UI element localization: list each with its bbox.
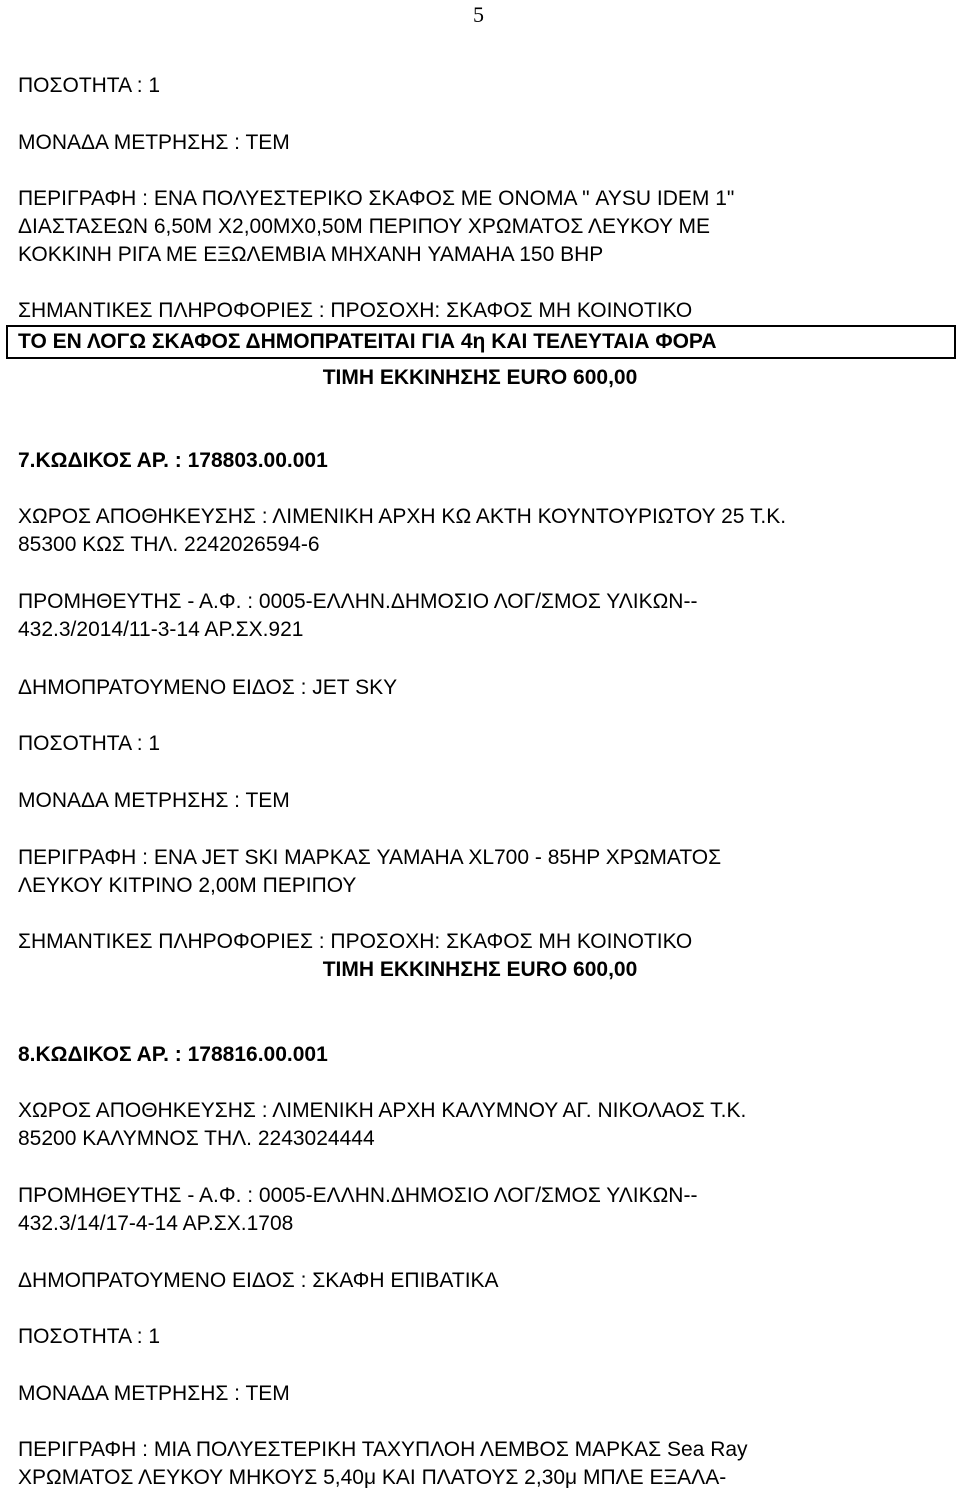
unit-line: ΜΟΝΑΔΑ ΜΕΤΡΗΣΗΣ : ΤΕΜ (18, 1382, 290, 1405)
description-line: ΠΕΡΙΓΡΑΦΗ : ΕΝΑ JET SKI ΜΑΡΚΑΣ YAMAHA XL700 - 85HP ΧΡΩΜΑΤΟΣ (18, 846, 722, 869)
supplier-line: ΠΡΟΜΗΘΕΥΤΗΣ - Α.Φ. : 0005-ΕΛΛΗΝ.ΔΗΜΟΣΙΟ ΛΟΓ/ΣΜΟΣ ΥΛΙΚΩΝ-- (18, 590, 698, 613)
description-line: ΠΕΡΙΓΡΑΦΗ : ΕΝΑ ΠΟΛΥΕΣΤΕΡΙΚΟ ΣΚΑΦΟΣ ΜΕ ΟΝΟΜΑ " AYSU IDEM 1" (18, 187, 735, 210)
important-info-line: ΣΗΜΑΝΤΙΚΕΣ ΠΛΗΡΟΦΟΡΙΕΣ : ΠΡΟΣΟΧΗ: ΣΚΑΦΟΣ ΜΗ ΚΟΙΝΟΤΙΚΟ (18, 299, 693, 322)
description-line: ΧΡΩΜΑΤΟΣ ΛΕΥΚΟΥ ΜΗΚΟΥΣ 5,40μ ΚΑΙ ΠΛΑΤΟΥΣ 2,30μ ΜΠΛΕ ΕΞΑΛΑ- (18, 1466, 727, 1489)
item-type-line: ΔΗΜΟΠΡΑΤΟΥΜΕΝΟ ΕΙΔΟΣ : JET SKY (18, 676, 398, 699)
unit-line: ΜΟΝΑΔΑ ΜΕΤΡΗΣΗΣ : ΤΕΜ (18, 131, 290, 154)
item-code: 8.ΚΩΔΙΚΟΣ ΑΡ. : 178816.00.001 (18, 1043, 328, 1066)
supplier-line: 432.3/2014/11-3-14 ΑΡ.ΣΧ.921 (18, 618, 304, 641)
storage-line: 85200 ΚΑΛΥΜΝΟΣ ΤΗΛ. 2243024444 (18, 1127, 375, 1150)
storage-line: 85300 ΚΩΣ ΤΗΛ. 2242026594-6 (18, 533, 320, 556)
starting-price: ΤΙΜΗ ΕΚΚΙΝΗΣΗΣ EURO 600,00 (322, 366, 638, 389)
storage-line: ΧΩΡΟΣ ΑΠΟΘΗΚΕΥΣΗΣ : ΛΙΜΕΝΙΚΗ ΑΡΧΗ ΚΩ ΑΚΤΗ ΚΟΥΝΤΟΥΡΙΩΤΟΥ 25 Τ.Κ. (18, 505, 787, 528)
item-code: 7.ΚΩΔΙΚΟΣ ΑΡ. : 178803.00.001 (18, 449, 328, 472)
unit-line: ΜΟΝΑΔΑ ΜΕΤΡΗΣΗΣ : ΤΕΜ (18, 789, 290, 812)
starting-price: ΤΙΜΗ ΕΚΚΙΝΗΣΗΣ EURO 600,00 (322, 958, 638, 981)
item-type-line: ΔΗΜΟΠΡΑΤΟΥΜΕΝΟ ΕΙΔΟΣ : ΣΚΑΦΗ ΕΠΙΒΑΤΙΚΑ (18, 1269, 499, 1292)
auction-notice: ΤΟ ΕΝ ΛΟΓΩ ΣΚΑΦΟΣ ΔΗΜΟΠΡΑΤΕΙΤΑΙ ΓΙΑ 4η ΚΑΙ ΤΕΛΕΥΤΑΙΑ ΦΟΡΑ (18, 330, 717, 353)
description-line: ΛΕΥΚΟΥ ΚΙΤΡΙΝΟ 2,00Μ ΠΕΡΙΠΟΥ (18, 874, 357, 897)
quantity-line: ΠΟΣΟΤΗΤΑ : 1 (18, 732, 161, 755)
supplier-line: 432.3/14/17-4-14 ΑΡ.ΣΧ.1708 (18, 1212, 294, 1235)
description-line: ΔΙΑΣΤΑΣΕΩΝ 6,50Μ Χ2,00ΜΧ0,50Μ ΠΕΡΙΠΟΥ ΧΡΩΜΑΤΟΣ ΛΕΥΚΟΥ ΜΕ (18, 215, 711, 238)
quantity-line: ΠΟΣΟΤΗΤΑ : 1 (18, 74, 161, 97)
page-number: 5 (473, 2, 484, 27)
important-info-line: ΣΗΜΑΝΤΙΚΕΣ ΠΛΗΡΟΦΟΡΙΕΣ : ΠΡΟΣΟΧΗ: ΣΚΑΦΟΣ ΜΗ ΚΟΙΝΟΤΙΚΟ (18, 930, 693, 953)
supplier-line: ΠΡΟΜΗΘΕΥΤΗΣ - Α.Φ. : 0005-ΕΛΛΗΝ.ΔΗΜΟΣΙΟ ΛΟΓ/ΣΜΟΣ ΥΛΙΚΩΝ-- (18, 1184, 698, 1207)
description-line: ΠΕΡΙΓΡΑΦΗ : ΜΙΑ ΠΟΛΥΕΣΤΕΡΙΚΗ ΤΑΧΥΠΛΟΗ ΛΕΜΒΟΣ ΜΑΡΚΑΣ Sea Ray (18, 1438, 748, 1461)
description-line: ΚΟΚΚΙΝΗ ΡΙΓΑ ΜΕ ΕΞΩΛΕΜΒΙΑ ΜΗΧΑΝΗ YAMAHA 150 BHP (18, 243, 604, 266)
quantity-line: ΠΟΣΟΤΗΤΑ : 1 (18, 1325, 161, 1348)
storage-line: ΧΩΡΟΣ ΑΠΟΘΗΚΕΥΣΗΣ : ΛΙΜΕΝΙΚΗ ΑΡΧΗ ΚΑΛΥΜΝΟΥ ΑΓ. ΝΙΚΟΛΑΟΣ Τ.Κ. (18, 1099, 747, 1122)
